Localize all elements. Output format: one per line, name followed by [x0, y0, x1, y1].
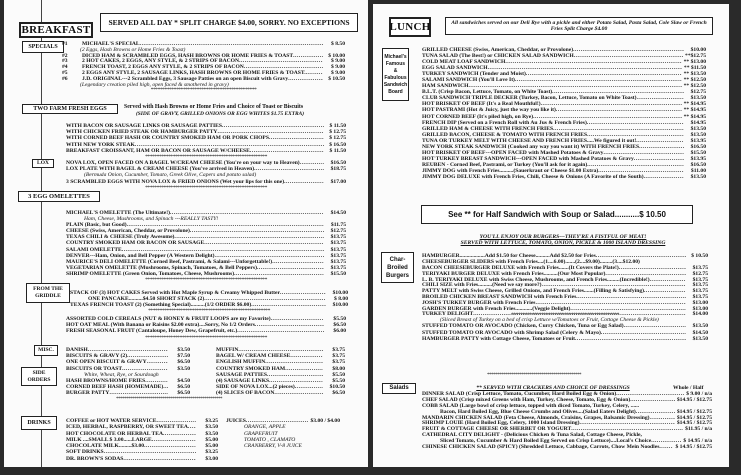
item-price: ** $13.50: [683, 71, 706, 78]
item-number: #1: [62, 41, 68, 47]
item-price: $3.00 / $4.00: [310, 418, 340, 424]
item-price: $13.00: [692, 306, 708, 312]
item-price: $8.00: [332, 365, 345, 372]
breakfast-page: [4, 0, 368, 467]
lunch-page: [373, 4, 729, 467]
item-price: $16.50: [330, 160, 346, 166]
drinks-list: [66, 418, 218, 462]
item-name: MAURICE'S DELI OMELETTE (Corned Beef, Pastrami, & Salami---Unforgettable!): [66, 258, 273, 265]
specials-label: SPECIALS: [22, 41, 64, 53]
item-price: $14.50: [330, 210, 346, 216]
item-name: BROILED CHICKEN BREAST SANDWICH with French Fries: [422, 294, 577, 301]
menu-item: [66, 456, 218, 462]
juices-list: [226, 418, 340, 449]
item-price: **$12.75: [685, 53, 706, 60]
item-name: GARDEN BURGER with French Fries............(Veggie Delight): [422, 306, 571, 312]
item-name: (Legendary creation piled high, open faced & smothered in gravy): [80, 81, 229, 88]
item-price: ** $11.50: [683, 65, 706, 72]
item-name: TURKEY SANDWICH (Tender and Moist): [422, 71, 526, 78]
item-price: $11.95 / n/a: [685, 426, 712, 433]
item-price: $3.50: [205, 430, 218, 437]
half-sandwich-banner: See ** for Half Sandwich with Soup or Salad...........$ 10.50: [421, 205, 693, 224]
misc-label: MISC.: [34, 345, 58, 356]
item-price: $ 9.00: [331, 58, 345, 65]
item-name: STUFFED TOMATO OR AVOCADO (Chicken, Curry Chicken, Tuna or Egg Salad): [422, 323, 624, 330]
item-name: BISCUITS & GRAVY (2): [66, 353, 128, 360]
item-price: $ 11.50: [329, 123, 346, 129]
item-price: $13.50: [690, 173, 706, 180]
item-name: NOVA LOX, OPEN FACED ON A BAGEL W/CREAM CHEESE (You're on your way to Heaven): [66, 160, 300, 166]
item-name: DINNER SALAD (Crisp Lettuce, Tomato, Cucumber, Hard Boiled Egg & Onion): [422, 391, 617, 397]
item-name: HOT BRISKET OF BEEF---OPEN FACED with Mashed Potatoes & Gravy: [422, 149, 604, 156]
item-name: DICED HAM & SCRAMBLED EGGS, HASH BROWNS OR HOME FRIES & TOAST: [82, 52, 294, 59]
item-name: CHEF SALAD (Crisp mixed Greens with Ham, Turkey, Cheese, Tomato, Egg & Onion): [422, 396, 631, 403]
item-price: $10.00: [332, 302, 348, 309]
item-price: $3.50: [177, 347, 190, 353]
item-name: ONE PANCAKE..........$4.50 SHORT STACK (2): [88, 296, 205, 303]
item-name: CORNED BEEF HASH (HOMEMADE): [66, 384, 164, 391]
served-all-day-banner: SERVED ALL DAY * SPLIT CHARGE $4.00, SORRY. NO EXCEPTIONS: [100, 13, 358, 32]
item-price: $ 9.00 / n/a: [686, 391, 712, 397]
item-name: HOT BRISKET OF BEEF (It's a Real Mouthful!): [422, 101, 541, 108]
lox-label: LOX: [32, 159, 54, 168]
item-price: $ 14.95 / n/a: [683, 438, 712, 445]
item-price: $10.50: [329, 384, 345, 391]
item-name: GRILLED HAM & CHEESE WITH FRENCH FRIES: [422, 125, 554, 132]
item-price: $10.00: [332, 290, 348, 296]
item-price: $14.95 / $12.75: [676, 414, 712, 421]
dot-leader: [109, 390, 168, 396]
item-number: #6: [62, 75, 68, 82]
stars-text: *****************************************************: [148, 308, 270, 315]
item-price: $14.95 / $12.75: [676, 408, 712, 415]
burger-header-1: YOU'LL ENJOY OUR BURGERS---THEY'RE A FISTFUL OF MEAT!: [479, 234, 647, 240]
item-name: BAGEL W/ CREAM CHEESE: [216, 353, 291, 360]
salads-label: Salads: [382, 383, 416, 394]
item-price: $18.75: [330, 166, 346, 173]
item-name: EGG SALAD SANDWICH: [422, 65, 488, 72]
menu-item: [422, 336, 708, 342]
stars-text: ***********************************************: [511, 311, 619, 318]
item-price: $3.00: [205, 455, 218, 462]
item-price: $6.50: [333, 322, 346, 329]
breakfast-title: BREAKFAST: [19, 22, 93, 38]
item-price: $4.50: [177, 377, 190, 384]
item-name: 2 HOT CAKES, 2 EGGS, ANY STYLE, & 2 STRIPS OF BACON: [82, 58, 240, 65]
item-name: BISCUITS OR TOAST: [66, 365, 123, 372]
item-name: ONE OPEN BISCUIT & GRAVY: [66, 359, 147, 366]
item-price: $14.95 / $12.75: [676, 396, 712, 403]
eggs-note: Served with Hash Browns or Home Fries and Choice of Toast or Biscuits: [124, 104, 304, 110]
item-price: $ 12.75: [329, 135, 346, 142]
griddle-list: [70, 290, 348, 314]
item-name: COUNTRY SMOKED HAM: [216, 365, 286, 372]
page-fold-line: [41, 0, 42, 467]
item-price: $13.75: [692, 282, 708, 289]
dot-leader: [274, 390, 323, 396]
item-price: $5.00: [205, 436, 218, 443]
item-price: $ 11.50: [329, 147, 346, 154]
item-price: $3.25: [205, 418, 218, 424]
item-price: $13.75: [330, 258, 346, 265]
item-name: TUNA SALAD (The Best!) or CHICKEN SALAD SANDWICH: [422, 53, 574, 60]
item-name: PLAIN (Basic, but Good): [66, 222, 127, 229]
item-price: $13.95: [690, 155, 706, 162]
item-name: FRENCH DIP (Served on a French Roll with Au Jus & French Fries): [422, 119, 587, 126]
item-name: ENGLISH MUFFIN: [216, 359, 266, 366]
item-name: (4) SAUSAGE LINKS: [216, 377, 270, 384]
item-price: $16.50: [690, 143, 706, 150]
item-price: $13.50: [692, 335, 708, 342]
item-name: CLUB SANDWICH TRIPLE DECKER (Turkey, Bacon, Lettuce, Tomato on White Toast): [422, 95, 637, 102]
item-price: $13.75: [692, 288, 708, 295]
item-name: COBB SALAD (Large bowl of crisp lettuce, topped with diced Tomato, Turkey, Celery, ......: [422, 402, 640, 409]
item-name: (Bermuda Onion, Cucumber, Tomato, Greek Olive, Capers and potato salad): [84, 172, 257, 179]
item-name: TURKEY DELIGHT: [422, 311, 474, 317]
item-name: PATTY MELT with Swiss Cheese, Grilled Onions, and French Fries.......(Filling & Satisfying): [422, 288, 645, 295]
lox-list: [66, 160, 346, 191]
item-price: $13.50: [690, 125, 706, 132]
menu-item: [216, 390, 345, 396]
sandwich-board-label: Michael's Famous & Fabulous Sandwich Board: [382, 48, 409, 101]
item-price: $ 10.00: [328, 52, 345, 59]
item-name: GRAPEFRUIT: [244, 430, 278, 437]
item-name: SHRIMP OMELETTE (Green Onion, Tomatoes, Cheese, Mushrooms): [66, 270, 235, 277]
divider-stars: [66, 335, 346, 341]
divider-stars: [62, 87, 345, 93]
item-price: $13.50: [690, 95, 706, 102]
item-name: BACON CHEESEBURGER DELUXE with French Fries.......(It Covers the Plate!): [422, 264, 619, 271]
item-name: CHEESE (Swiss, American, Cheddar, or Provolone): [66, 228, 190, 235]
item-name: FRENCH TOAST, 2 EGGS ANY STYLE, & 2 STRIPS OF BACON: [82, 64, 244, 70]
item-price: $13.00: [692, 300, 708, 307]
dot-leader: [575, 336, 686, 342]
sandwiches-list: [422, 47, 706, 180]
whole-half-header: Whole / Half: [673, 385, 704, 391]
two-farm-fresh-eggs-label: TWO FARM FRESH EGGS: [22, 104, 118, 114]
lunch-title: LUNCH: [389, 17, 431, 37]
item-price: $13.50: [692, 323, 708, 330]
cereals-list: [66, 316, 346, 341]
dot-leader: [284, 179, 324, 185]
item-name: CHOCOLATE MILK.........$3.00: [66, 443, 145, 450]
item-price: $13.75: [330, 240, 346, 247]
item-price: $ 9.00: [331, 69, 345, 76]
item-name: SAUSAGE PATTIES: [216, 371, 267, 378]
item-name: HOT TURKEY BREAST SANDWICH---OPEN FACED with Mashed Potatoes & Gravy: [422, 155, 634, 162]
item-name: JOSH'S TURKEY BURGER with French Fries: [422, 300, 536, 307]
item-name: ICED, HERBAL, RASPBERRY, OR SWEET TEA: [66, 424, 188, 431]
item-name: Sliced Tomato, Cucumber & Hard Boiled Egg Served on Crisp Lettuce)....Local's Choice: [440, 438, 652, 445]
eggs-note-extra: (SIDE OF GRAVY, GRILLED ONIONS OR EGG WHITES $1.75 EXTRA): [136, 111, 304, 117]
item-price: $3.25: [205, 449, 218, 456]
item-price: $3.75: [332, 353, 345, 360]
dot-leader: [659, 444, 673, 450]
item-name: HAMBURGER..................Add $1.50 for Cheese..........Add $2.50 for Fries: [422, 253, 596, 259]
side-orders-label: SIDE ORDERS: [21, 367, 57, 386]
item-name: SALAMI OMELETTE: [66, 246, 122, 253]
item-price: ** $12.50: [683, 83, 706, 90]
misc-right-list: [216, 347, 345, 397]
item-name: ORANGE, APPLE: [244, 424, 286, 431]
item-price: $5.50: [332, 371, 345, 378]
item-name: 3 SCRAMBLED EGGS WITH NOVA LOX & FRIED ONIONS (Wet your lips for this one): [66, 178, 285, 185]
item-name: B.L.T. (Crisp Bacon, Lettuce, Tomato, on White Toast): [422, 89, 553, 96]
char-broiled-burgers-label: Char-Broiled Burgers: [381, 252, 414, 283]
item-name: JIMMY DOG DELUXE with French Fries, Chili, Cheese & Onions (A Favorite of the South): [422, 173, 644, 180]
item-name: MICHAEL'S SPECIAL: [82, 41, 140, 47]
divider-stars: [66, 185, 346, 191]
item-price: $14.95: [690, 119, 706, 126]
menu-item: [422, 444, 712, 450]
item-name: COFFEE or HOT WATER SERVICE: [66, 418, 157, 424]
item-price: $11.75: [330, 222, 346, 229]
item-price: $6.50: [177, 390, 190, 397]
item-name: MUFFIN: [216, 347, 239, 353]
item-price: $13.75: [692, 294, 708, 301]
divider-stars: [66, 277, 346, 283]
item-name: VEGETARIAN OMELETTE (Mushrooms, Spinach, Tomatoes, & Bell Peppers): [66, 264, 257, 271]
item-price: $16.50: [690, 161, 706, 168]
plates-list: [422, 311, 708, 342]
item-name: Ham, Cheese, Mushrooms, and Spinach ---REALLY TASTY!: [84, 216, 219, 223]
item-name: STUFFED TOMATO OR AVOCADO with Shrimp Salad (Celery & Mayo): [422, 329, 601, 336]
item-name: JIMMY DOG with French Fries..........(Sauerkraut or Cheese $1.00 Extra): [422, 167, 599, 174]
item-name: CHILI SIZE with Fries..........(Need we say more?): [422, 282, 542, 289]
item-price: $15.50: [330, 270, 346, 277]
item-price: ** $14.95: [683, 107, 706, 114]
item-name: White, Wheat, Rye, or Sourdough: [84, 371, 159, 378]
item-name: TEXAS FRENCH TOAST (2) (Something Special)..........(1/2 ORDER $6.00): [70, 302, 252, 309]
item-name: REUBEN - Corned Beef, Pastrami, or Turkey (You'll ask for it again): [422, 161, 588, 168]
stars-text: *****************************************************: [145, 277, 267, 284]
drinks-label: DRINKS: [21, 416, 57, 430]
item-price: $5.50: [332, 377, 345, 384]
item-name: JUICES: [226, 418, 246, 424]
item-price: $6.00: [333, 328, 346, 335]
item-name: LOX PLATE WITH BAGEL & CREAM CHEESE (You've arrived in Heaven): [66, 166, 255, 173]
item-name: MICHAEL'S OMELETTE (The Ultimate!): [66, 210, 170, 216]
item-name: HOT CHOCOLATE OR HERBAL TEA: [66, 430, 163, 437]
stars-text: *****************************************************: [145, 334, 267, 341]
from-the-griddle-label: FROM THE GRIDDLE: [26, 283, 70, 303]
misc-left-list: [66, 347, 190, 397]
item-name: CATHEDRAL CITY DELIGHT - (Delicious Chicken & Tuna Salad, Cottage Cheese, Pickle,: [422, 432, 642, 439]
item-name: MANDARIN CHICKEN SALAD (Feta Cheese, Almonds, Craisins, Grapes, Balsamic Dressing): [422, 414, 650, 421]
item-price: $12.75: [690, 89, 706, 96]
item-name: SIDE OF NOVA LOX...(2 pieces): [216, 384, 295, 391]
specials-list: [62, 41, 345, 93]
item-name: BREAKFAST CROISSANT, HAM OR BACON OR SAUSAGE W/CHEESE: [66, 147, 250, 154]
item-price: $ 8.50: [331, 41, 345, 47]
item-price: $ 10.50: [328, 75, 345, 82]
item-name: COLD MEAT LOAF SANDWICH: [422, 59, 506, 66]
item-name: NEW YORK STEAK SANDWICH (Cooked any way you want it) WITH FRENCH FRIES: [422, 143, 640, 150]
item-price: $3.75: [332, 359, 345, 366]
item-price: $15.50: [690, 149, 706, 156]
item-name: (2 Eggs, Hash Browns or Home Fries & Toast): [80, 46, 186, 53]
item-name: WITH NEW YORK STEAK: [66, 141, 135, 148]
item-name: CRANBERRY, V-8 JUICE: [244, 443, 302, 450]
stars-text: **********************************************: [150, 87, 257, 94]
omelettes-list: [66, 210, 346, 283]
menu-item: [226, 443, 340, 449]
dot-leader: [302, 443, 340, 449]
item-name: HAMBURGER PATTY with Cottage Cheese, Tomatoes or Fruit: [422, 335, 575, 342]
item-name: MILK ....SMALL $ 3.00......LARGE: [66, 436, 152, 443]
item-name: CHEESEBURGER SLIDERS with French Fries....(1....6.00).......(2....$9.00).........(3....$12.00): [422, 258, 640, 265]
item-price: $14.50: [692, 329, 708, 336]
item-name: TUNA OR TURKEY MELT WITH CHEESE AND FRENCH FRIES.....We figured it out!: [422, 137, 637, 144]
item-price: $12.75: [692, 270, 708, 277]
item-name: J.D. ORIGINAL---2 Scrambled Eggs, 3 Sausage Patties on an open Biscuit with Gravy: [82, 75, 289, 82]
item-price: $11.00: [690, 167, 706, 174]
item-name: SOFT DRINKS: [66, 449, 104, 456]
item-price: $ 12.75: [329, 129, 346, 136]
burgers-list: [422, 253, 708, 318]
item-name: 2 EGGS ANY STYLE, 2 SAUSAGE LINKS, HASH BROWNS OR HOME FRIES & TOAST.: [82, 69, 306, 76]
lunch-note: All sandwiches served on our Deli Rye with a pickle and either Potato Salad, Pasta Salad, Cole Slaw or French Fries Split Charge $4.00: [445, 17, 713, 35]
plates-divider-stars: ***********************************************: [487, 373, 581, 378]
item-price: ** $13.00: [683, 59, 706, 66]
item-name: WITH CORNED BEEF HASH OR COUNTRY SMOKED HAM OR PORK CHOPS: [66, 135, 269, 142]
item-name: DR. BROWN'S SODAS: [66, 455, 124, 462]
menu-item: [66, 390, 190, 396]
item-price: $12.75: [330, 228, 346, 235]
item-name: DENVER---Ham, Onion, and Bell Pepper (A Western Delight): [66, 252, 215, 259]
item-name: TEXAS CHILI & CHEESE (Truly Awesome): [66, 234, 175, 241]
item-name: WITH CHICKEN FRIED STEAK OR HAMBURGER PATTY: [66, 129, 218, 136]
item-number: #2: [62, 52, 68, 59]
item-price: $5.00: [205, 443, 218, 450]
item-price: $5.50: [333, 316, 346, 322]
item-price: $3.75: [332, 347, 345, 353]
dot-leader: [123, 456, 196, 462]
item-name: TOMATO , CLAMATO: [244, 436, 296, 443]
item-price: $ 16.50: [329, 141, 346, 148]
item-name: WITH BACON OR SAUSAGE LINKS OR SAUSAGE PATTIES: [66, 123, 222, 129]
item-name: Bacon, Hard Boiled Egg, Blue Cheese Crumbs and Olives....(Salad Eaters Delight): [440, 408, 636, 415]
item-name: HASH BROWNS/HOME FRIES: [66, 377, 146, 384]
item-price: $13.75: [330, 246, 346, 253]
item-price: $13.75: [692, 264, 708, 271]
item-price: $6.50: [332, 390, 345, 397]
divider-stars: [70, 308, 348, 314]
item-price: $13.95: [690, 137, 706, 144]
item-price: $3.50: [205, 424, 218, 431]
item-price: $ 10.50: [691, 253, 708, 259]
item-price: $3.50: [177, 365, 190, 372]
item-name: HOT PASTRAMI (Hot & Juicy, just the way you like it): [422, 107, 556, 114]
item-price: $ 8.00: [334, 296, 348, 303]
item-price: $14.95 / $12.75: [676, 420, 712, 427]
item-price: ** $12.50: [683, 77, 706, 84]
item-name: DANISH: [66, 347, 88, 353]
item-name: COUNTRY SMOKED HAM OR BACON OR SAUSAGE: [66, 240, 205, 247]
stars-text: *****************************************************: [145, 153, 267, 160]
item-number: #5: [62, 69, 68, 76]
item-name: GRILLED CHEESE (Swiss, American, Cheddar, or Provolone): [422, 47, 574, 53]
item-price: $6.50: [177, 359, 190, 366]
item-name: TERIYAKI BURGER DELUXE with French Fries..........(Our Most Popular): [422, 270, 606, 277]
item-price: $13.75: [330, 234, 346, 241]
item-price: $ 14.95 / $12.75: [675, 444, 712, 450]
item-price: ** $14.95: [683, 113, 706, 120]
dot-leader: [644, 174, 684, 180]
item-name: HOT CORNED BEEF (It's piled high, on Rye): [422, 113, 534, 120]
item-name: SHRIMP LOUIE (Hard Boiled Egg, Celery, 1000 Island Dressing): [422, 420, 580, 427]
item-number: #4: [62, 64, 68, 70]
item-name: GRILLED BACON, CHEESE & TOMATO WITH FRENCH FRIES: [422, 131, 588, 138]
item-name: (Sliced Breast of Turkey on a bed of crisp Lettuce w/Tomatoes or Fruit, Cottage Cheese & Pickle): [440, 317, 659, 324]
item-name: CHINESE CHICKEN SALAD (SPICY) (Shredded Lettuce, Cabbage, Carrots, Chow Mein Noodles: [422, 444, 660, 450]
item-name: FRUIT & COTTAGE CHEESE OR SHERBET OR YOGURT: [422, 426, 572, 433]
item-price: ** $14.95: [683, 101, 706, 108]
omelettes-label: 3 EGG OMELETTES: [18, 191, 100, 202]
item-price: $7.50: [177, 353, 190, 360]
item-name: FRESH SEASONAL FRUIT (Cantaloupe, Honey Dew, Grapefruit, etc.): [66, 328, 238, 335]
item-price: $14.00: [692, 311, 708, 317]
item-price: $10.00: [690, 47, 706, 53]
burger-header-2: SERVED WITH LETTUCE, TOMATO, ONION, PICKLE & 1000 ISLAND DRESSING: [460, 240, 666, 246]
item-price: $13.50: [690, 131, 706, 138]
eggs-list: [66, 123, 346, 160]
stars-text: *****************************************************: [145, 184, 267, 191]
item-name: L. B. TERIYAKI DELUXE with Swiss Cheese, Mushrooms, and French Fries.........(Incredible!): [422, 276, 650, 283]
item-price: $13.75: [330, 264, 346, 271]
menu-item: [422, 174, 706, 180]
item-price: $17.00: [330, 178, 346, 185]
item-price: $13.75: [330, 252, 346, 259]
item-name: HOT OAT MEAL (With Banana or Raisins $2.00 extra)....Sorry, No 1/2 Orders: [66, 322, 255, 329]
item-price: $13.75: [692, 276, 708, 283]
item-name: STACK OF (3) HOT CAKES Served with Hot Maple Syrup & Creamy Whipped Butter: [70, 290, 280, 296]
item-price: $ 9.00: [331, 64, 345, 70]
item-name: SALAMI SANDWICH (You'll Love It): [422, 77, 515, 84]
salads-header: ** SERVED WITH CRACKERS AND CHOICE OF DRESSINGS: [476, 385, 630, 391]
item-name: ASSORTED COLD CEREALS (NUT & HONEY & FRUIT LOOPS are my Favorite): [66, 316, 271, 322]
item-number: #3: [62, 58, 68, 65]
misc-divider-stars: *****************************************************: [116, 397, 222, 402]
item-name: BURGER PATTY: [66, 390, 110, 397]
item-name: HAM SANDWICH: [422, 83, 469, 90]
item-price: $6.50: [177, 384, 190, 391]
salads-list: [422, 391, 712, 450]
item-name: (4) SLICES OF BACON: [216, 390, 275, 397]
